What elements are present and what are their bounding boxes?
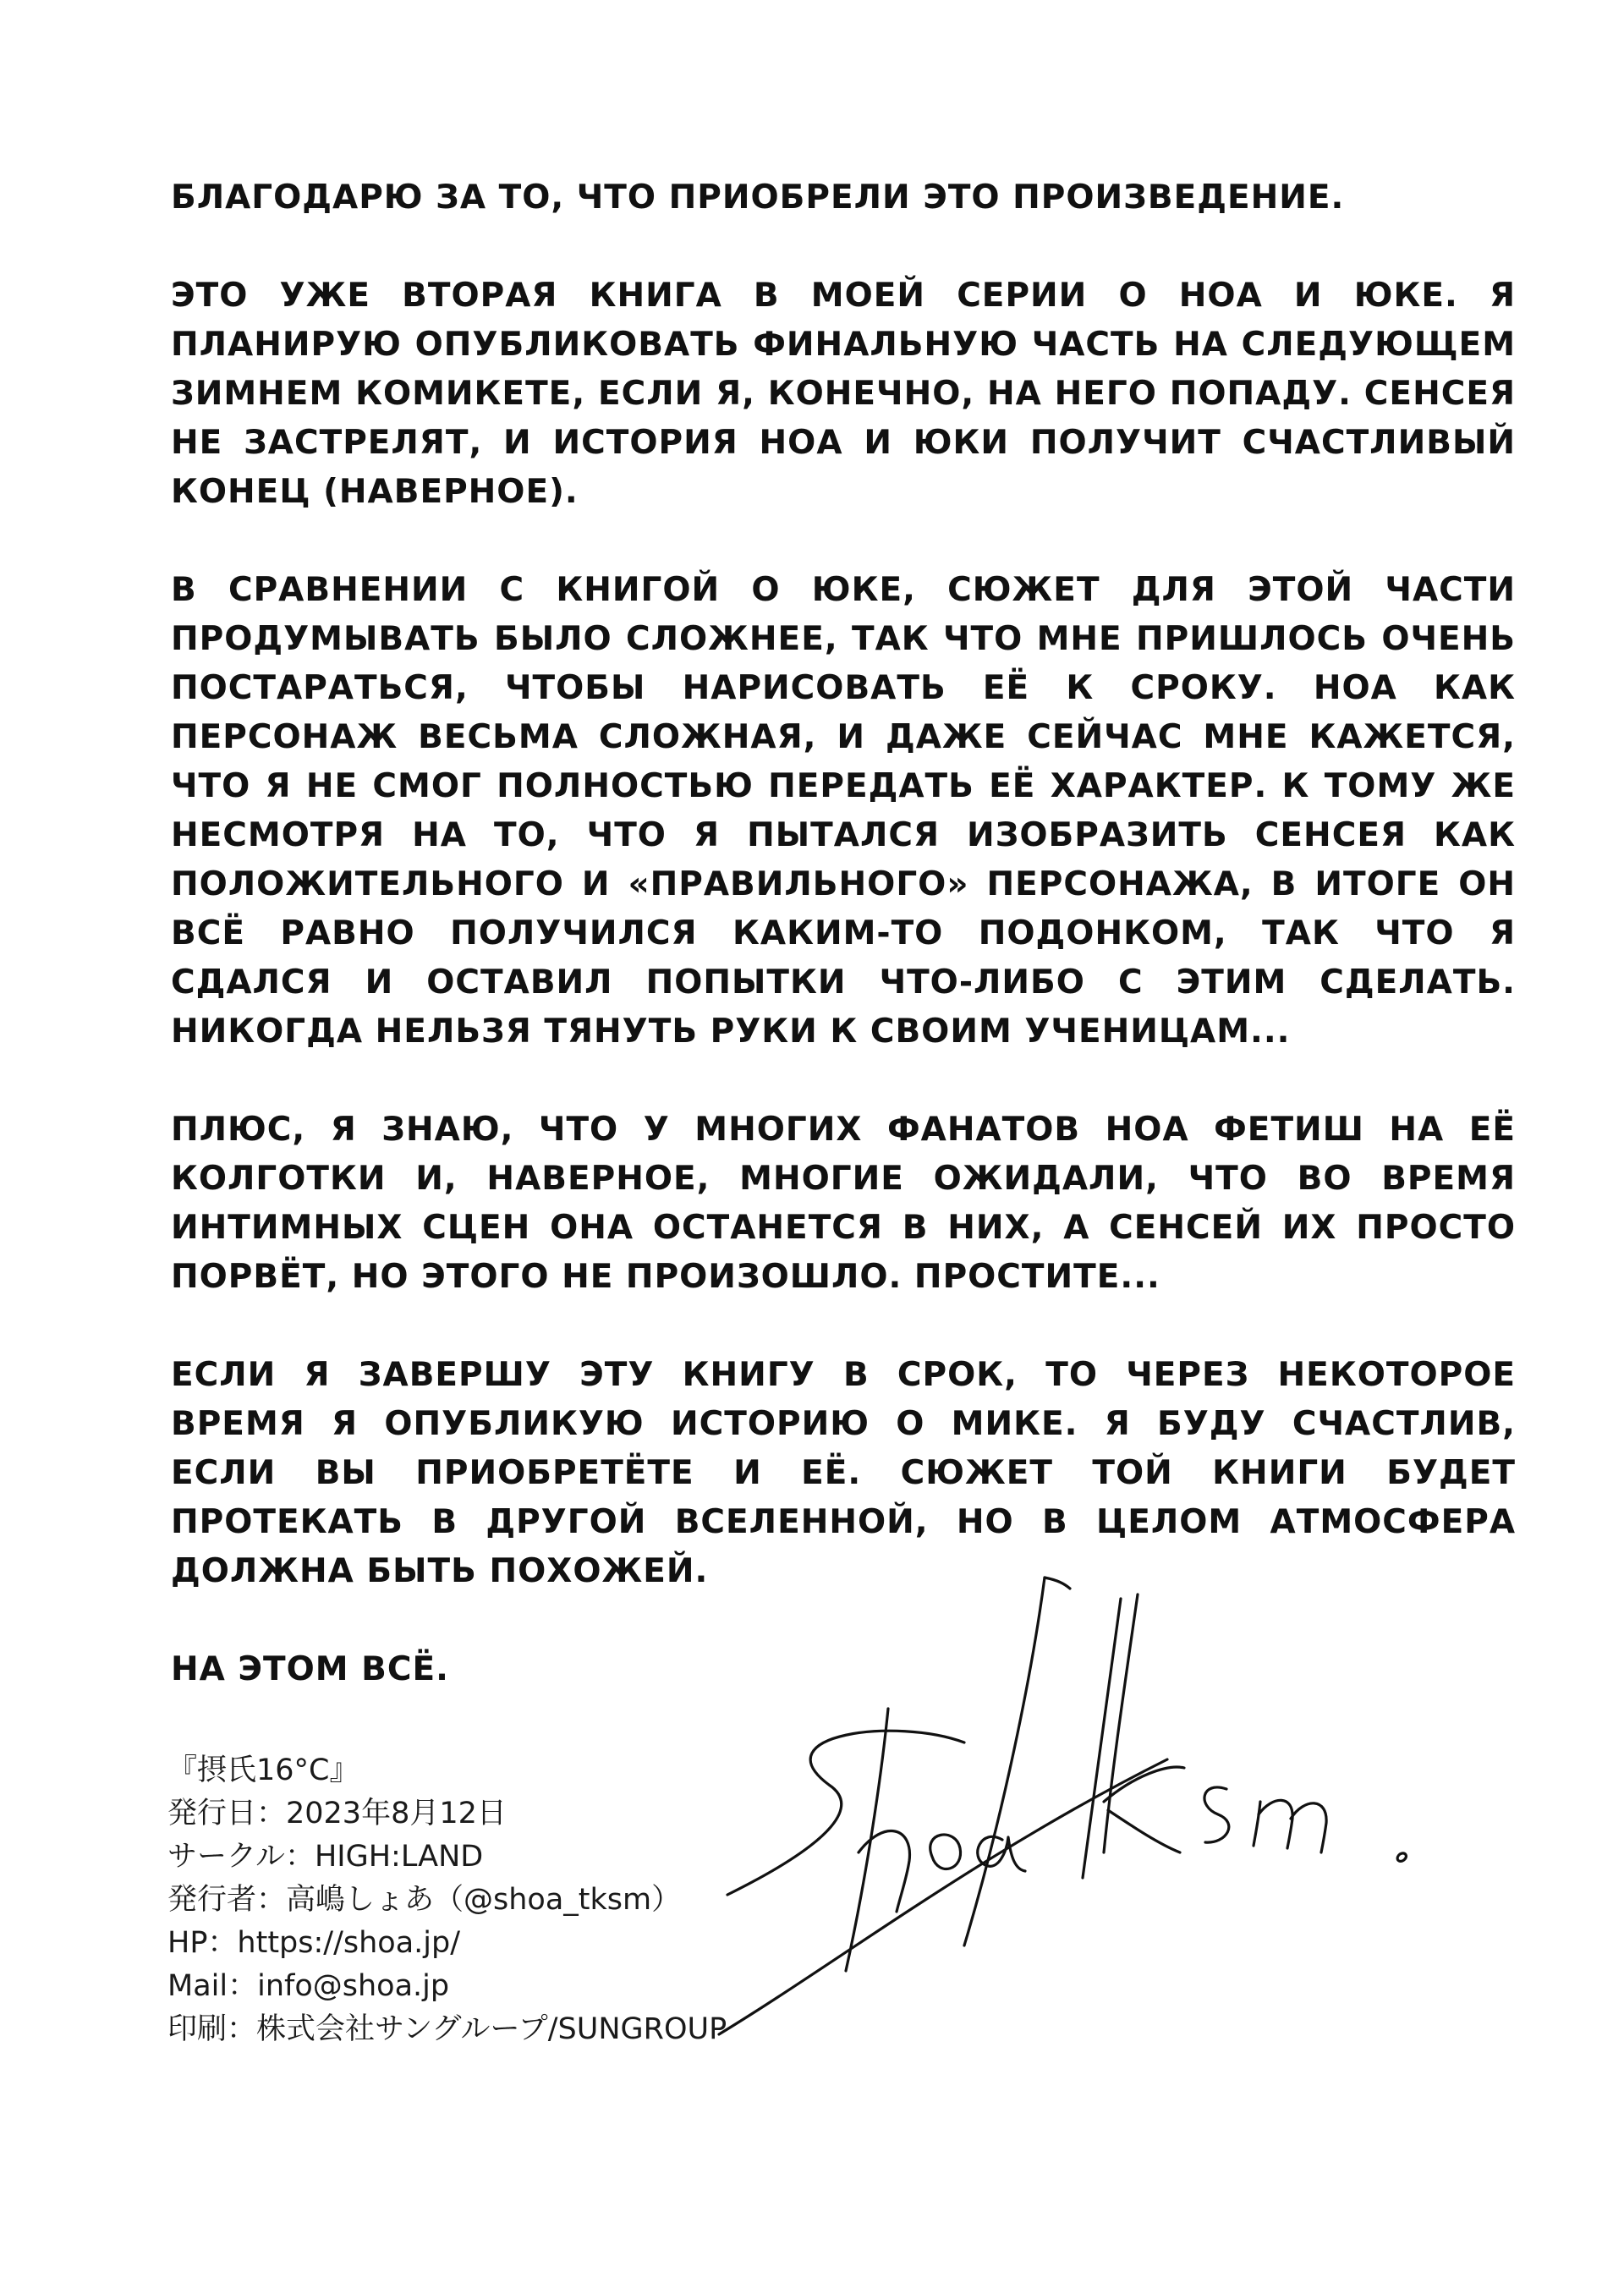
afterword-paragraph-tights: ПЛЮС, Я ЗНАЮ, ЧТО У МНОГИХ ФАНАТОВ НОА ФЕТИШ НА ЕЁ КОЛГОТКИ И, НАВЕРНОЕ, МНОГИЕ ОЖИДАЛИ, ЧТО ВО ВРЕМЯ ИНТИМНЫХ СЦЕН ОНА ОСТАНЕТСЯ В НИХ, А СЕНСЕЙ ИХ ПРОСТО ПОРВЁТ, НО ЭТОГО НЕ ПРОИЗОШЛО. ПРОСТИТЕ... [171, 1111, 1516, 1296]
colophon-title: 『摂氏16°C』 [167, 1753, 359, 1787]
colophon-homepage: HP：https://shoa.jp/ [167, 1926, 461, 1960]
colophon-printer: 印刷：株式会社サングループ/SUNGROUP [167, 2012, 727, 2046]
colophon [167, 1749, 810, 2051]
afterword-text [171, 173, 1516, 1694]
colophon-publisher: 発行者：高嶋しょあ（@shoa_tksm） [167, 1883, 682, 1917]
afterword-paragraph-series: ЭТО УЖЕ ВТОРАЯ КНИГА В МОЕЙ СЕРИИ О НОА И ЮКЕ. Я ПЛАНИРУЮ ОПУБЛИКОВАТЬ ФИНАЛЬНУЮ ЧАСТЬ НА СЛЕДУЮЩЕМ ЗИМНЕМ КОМИКЕТЕ, ЕСЛИ Я, КОНЕЧНО, НА НЕГО ПОПАДУ. СЕНСЕЯ НЕ ЗАСТРЕЛЯТ, И ИСТОРИЯ НОА И ЮКИ ПОЛУЧИТ СЧАСТЛИВЫЙ КОНЕЦ (НАВЕРНОЕ). [171, 277, 1516, 511]
colophon-publication-date: 発行日：2023年8月12日 [167, 1797, 507, 1830]
afterword-paragraph-thanks: БЛАГОДАРЮ ЗА ТО, ЧТО ПРИОБРЕЛИ ЭТО ПРОИЗВЕДЕНИЕ. [171, 178, 1345, 217]
author-signature [710, 1573, 1472, 2047]
colophon-mail: Mail：info@shoa.jp [167, 1969, 450, 2003]
afterword-paragraph-closing: НА ЭТОМ ВСЁ. [171, 1650, 449, 1688]
afterword-paragraph-plot: В СРАВНЕНИИ С КНИГОЙ О ЮКЕ, СЮЖЕТ ДЛЯ ЭТОЙ ЧАСТИ ПРОДУМЫВАТЬ БЫЛО СЛОЖНЕЕ, ТАК ЧТО МНЕ ПРИШЛОСЬ ОЧЕНЬ ПОСТАРАТЬСЯ, ЧТОБЫ НАРИСОВАТЬ ЕЁ К СРОКУ. НОА КАК ПЕРСОНАЖ ВЕСЬМА СЛОЖНАЯ, И ДАЖЕ СЕЙЧАС МНЕ КАЖЕТСЯ, ЧТО Я НЕ СМОГ ПОЛНОСТЬЮ ПЕРЕДАТЬ ЕЁ ХАРАКТЕР. К ТОМУ ЖЕ НЕСМОТРЯ НА ТО, ЧТО Я ПЫТАЛСЯ ИЗОБРАЗИТЬ СЕНСЕЯ КАК ПОЛОЖИТЕЛЬНОГО И «ПРАВИЛЬНОГО» ПЕРСОНАЖА, В ИТОГЕ ОН ВСЁ РАВНО ПОЛУЧИЛСЯ КАКИМ-ТО ПОДОНКОМ, ТАК ЧТО Я СДАЛСЯ И ОСТАВИЛ ПОПЫТКИ ЧТО-ЛИБО С ЭТИМ СДЕЛАТЬ. НИКОГДА НЕЛЬЗЯ ТЯНУТЬ РУКИ К СВОИМ УЧЕНИЦАМ... [171, 571, 1516, 1051]
colophon-circle: サークル：HIGH:LAND [167, 1840, 484, 1874]
afterword-paragraph-next-book: ЕСЛИ Я ЗАВЕРШУ ЭТУ КНИГУ В СРОК, ТО ЧЕРЕЗ НЕКОТОРОЕ ВРЕМЯ Я ОПУБЛИКУЮ ИСТОРИЮ О МИКЕ. Я БУДУ СЧАСТЛИВ, ЕСЛИ ВЫ ПРИОБРЕТЁТЕ И ЕЁ. СЮЖЕТ ТОЙ КНИГИ БУДЕТ ПРОТЕКАТЬ В ДРУГОЙ ВСЕЛЕННОЙ, НО В ЦЕЛОМ АТМОСФЕРА ДОЛЖНА БЫТЬ ПОХОЖЕЙ. [171, 1356, 1516, 1590]
